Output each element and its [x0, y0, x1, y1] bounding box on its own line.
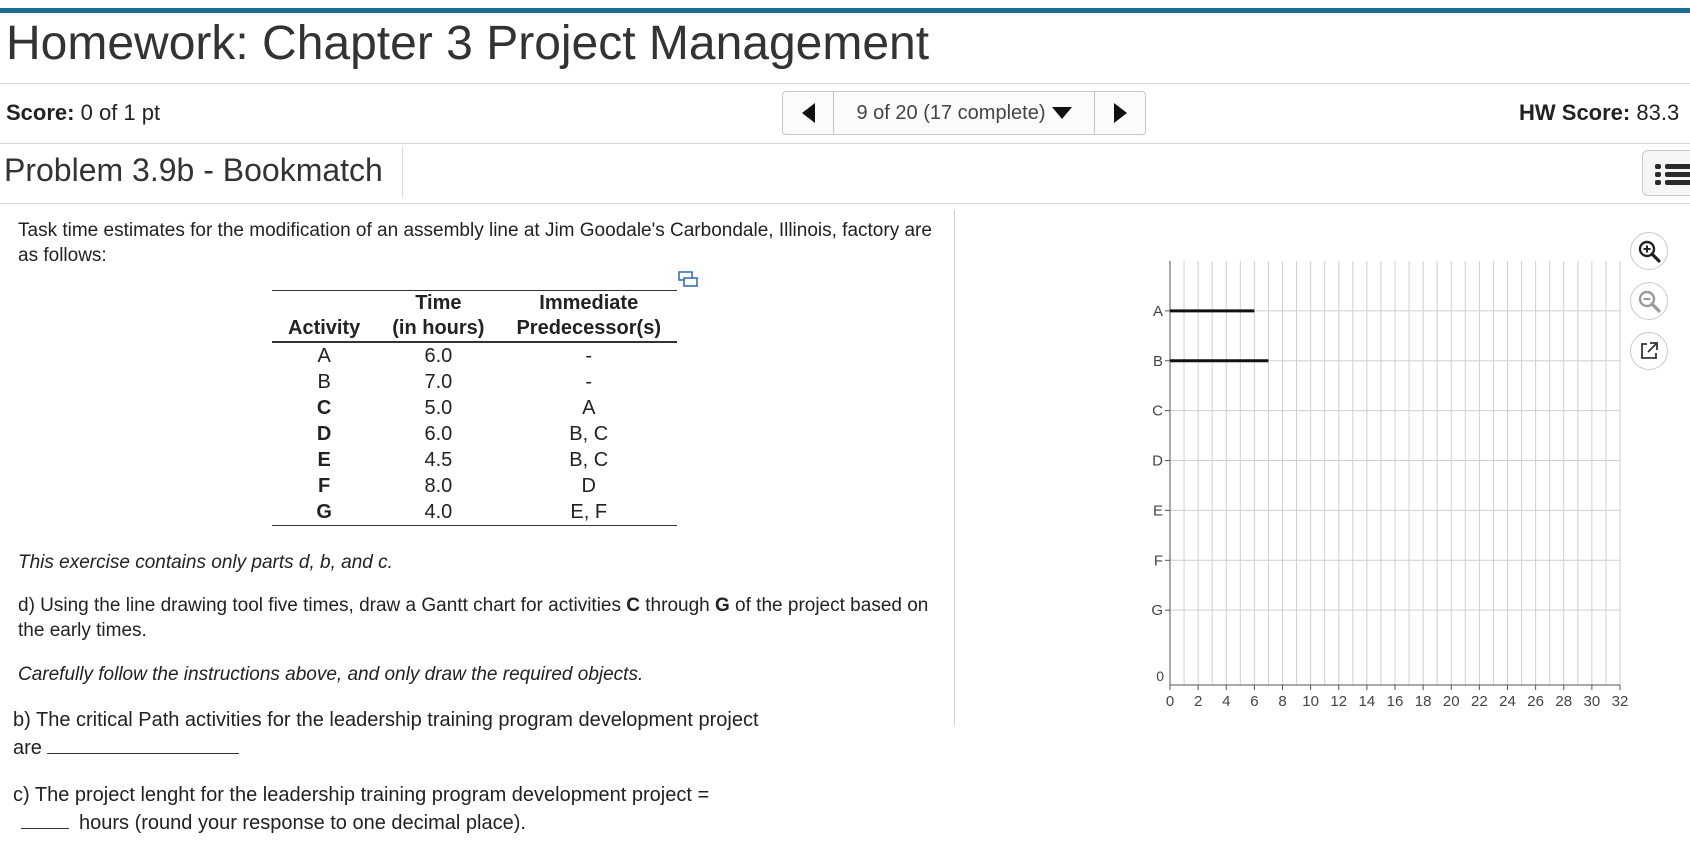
predecessor-cell: D — [581, 475, 596, 497]
predecessor-cell: A — [582, 397, 596, 419]
top-accent-bar — [0, 8, 1690, 13]
gantt-x-tick-label: 0 — [1165, 693, 1175, 710]
activity-cell: B — [317, 371, 331, 393]
table-header-time-unit: (in hours) — [376, 316, 500, 342]
list-dot — [1655, 180, 1661, 185]
part-d-activity-c: C — [626, 595, 640, 616]
predecessor-cell: E, F — [500, 499, 677, 526]
activity-cell: A — [317, 345, 331, 367]
score-divider — [0, 143, 1690, 144]
gantt-x-tick-label: 22 — [1471, 693, 1488, 710]
question-list-button[interactable] — [1642, 150, 1690, 196]
header-divider — [0, 83, 1690, 84]
zoom-out-icon — [1636, 288, 1662, 314]
predecessor-cell: B, C — [569, 423, 609, 445]
time-cell: 4.5 — [424, 449, 453, 471]
part-b-text: b) The critical Path activities for the leadership training program development project are — [13, 709, 759, 759]
gantt-x-tick-label: 10 — [1302, 693, 1319, 710]
problem-divider — [0, 203, 1690, 204]
previous-question-button[interactable] — [783, 92, 834, 134]
table-header-time: Time — [376, 291, 500, 317]
problem-title-separator — [402, 146, 403, 198]
gantt-grid — [1170, 261, 1620, 685]
hw-score-label: HW Score: — [1519, 100, 1631, 125]
hw-score — [1519, 100, 1679, 126]
activity-cell: E — [317, 449, 331, 471]
external-link-icon — [1638, 340, 1660, 362]
gantt-row-label: G — [1151, 602, 1163, 620]
list-line — [1665, 164, 1690, 169]
gantt-x-tick-label: 8 — [1278, 693, 1287, 710]
zoom-in-icon — [1636, 238, 1662, 264]
problem-title: Problem 3.9b - Bookmatch — [4, 152, 383, 188]
page-title: Homework: Chapter 3 Project Management — [6, 17, 930, 70]
table-row — [272, 395, 677, 421]
project-length-answer-blank[interactable] — [21, 808, 69, 829]
time-cell: 7.0 — [424, 371, 453, 393]
gantt-x-tick-label: 4 — [1222, 693, 1231, 710]
time-cell: 8.0 — [424, 475, 453, 497]
gantt-x-tick-label: 28 — [1555, 693, 1573, 710]
predecessor-cell: B, C — [569, 449, 609, 471]
gantt-y-origin-label: 0 — [1156, 668, 1164, 684]
part-d-instructions — [18, 593, 938, 643]
table-row — [272, 369, 677, 395]
part-d-activity-g: G — [715, 595, 730, 616]
gantt-x-tick-labels — [1166, 685, 1629, 710]
panel-separator — [954, 210, 955, 725]
gantt-row-label: F — [1153, 552, 1163, 570]
gantt-x-tick-label: 26 — [1527, 693, 1544, 710]
question-intro: Task time estimates for the modification of an assembly line at Jim Goodale's Carbondale, Illinois, factory are as follows: — [18, 220, 932, 266]
table-row — [272, 447, 677, 473]
gantt-x-tick-label: 6 — [1250, 693, 1259, 710]
list-dot — [1655, 164, 1661, 169]
time-cell: 6.0 — [424, 423, 453, 445]
gantt-x-tick-label: 14 — [1358, 693, 1376, 710]
zoom-out-button[interactable] — [1630, 282, 1668, 320]
gantt-row-label: A — [1152, 302, 1163, 320]
score-value: 0 of 1 pt — [80, 100, 161, 125]
score — [6, 100, 160, 126]
open-external-button[interactable] — [1630, 332, 1668, 370]
gantt-row-label: C — [1152, 402, 1163, 420]
part-b-question — [13, 708, 793, 761]
zoom-in-button[interactable] — [1630, 232, 1668, 270]
gantt-row-labels — [1151, 303, 1170, 684]
gantt-row-label: E — [1152, 502, 1163, 520]
time-cell: 6.0 — [424, 345, 453, 367]
part-c-text: c) The project lenght for the leadership training program development project = — [13, 784, 710, 806]
table-header-predecessor: Immediate — [500, 291, 677, 317]
gantt-x-tick-label: 32 — [1611, 693, 1629, 710]
question-navigator — [782, 91, 1146, 135]
expand-table-icon[interactable] — [678, 270, 698, 288]
exercise-note: This exercise contains only parts d, b, and c. — [18, 552, 393, 573]
gantt-x-tick-label: 2 — [1193, 693, 1203, 710]
activity-cell: C — [316, 397, 332, 419]
part-d-text: of the project based on the early times. — [18, 595, 929, 641]
predecessor-cell: - — [585, 345, 593, 367]
task-table — [272, 290, 677, 526]
activity-cell: F — [318, 475, 331, 497]
predecessor-cell: - — [585, 371, 593, 393]
activity-cell: G — [272, 499, 376, 526]
score-label: Score: — [6, 100, 75, 125]
gantt-chart[interactable] — [1120, 255, 1640, 715]
part-d-text: d) Using the line drawing tool five times, draw a Gantt chart for activities — [18, 595, 627, 616]
part-c-question — [13, 783, 833, 836]
part-c-text: hours (round your response to one decimal place). — [79, 812, 526, 834]
table-row — [272, 342, 677, 369]
table-row — [272, 499, 677, 526]
table-row — [272, 421, 677, 447]
triangle-down-icon — [1052, 107, 1072, 119]
gantt-x-tick-label: 24 — [1499, 693, 1516, 710]
triangle-left-icon — [802, 103, 815, 123]
list-line — [1665, 180, 1690, 185]
gantt-x-tick-label: 16 — [1386, 693, 1404, 710]
critical-path-answer-blank[interactable] — [47, 733, 239, 754]
time-cell: 5.0 — [424, 397, 453, 419]
gantt-x-tick-label: 18 — [1414, 693, 1432, 710]
gantt-bars — [1170, 311, 1268, 361]
gantt-row-label: B — [1152, 352, 1163, 370]
hw-score-value: 83.3 — [1636, 100, 1680, 125]
next-question-button[interactable] — [1094, 92, 1145, 134]
gantt-x-tick-label: 20 — [1442, 693, 1460, 710]
question-select-dropdown[interactable] — [834, 102, 1094, 125]
list-line — [1665, 172, 1690, 177]
part-d-text: through — [640, 595, 715, 616]
gantt-row-label: D — [1152, 452, 1163, 470]
activity-cell: D — [316, 423, 332, 445]
table-header-predecessor-sub: Predecessor(s) — [500, 316, 677, 342]
question-progress-label: 9 of 20 (17 complete) — [856, 101, 1046, 124]
caution-note: Carefully follow the instructions above, and only draw the required objects. — [18, 664, 644, 685]
gantt-x-tick-label: 12 — [1330, 693, 1348, 710]
table-header-spacer — [272, 291, 376, 317]
gantt-x-tick-label: 30 — [1583, 693, 1601, 710]
time-cell: 4.0 — [376, 499, 500, 526]
triangle-right-icon — [1114, 103, 1127, 123]
list-dot — [1655, 172, 1661, 177]
table-row — [272, 473, 677, 499]
table-header-activity: Activity — [272, 316, 376, 342]
